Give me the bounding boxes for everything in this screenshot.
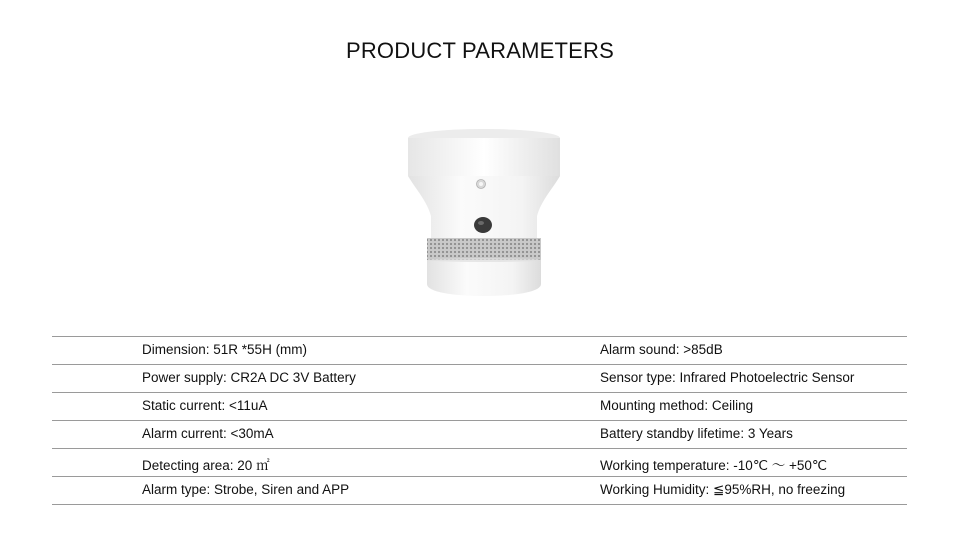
spec-static-current: Static current: <11uA — [142, 398, 268, 413]
spec-working-temperature: Working temperature: -10℃ ～ +50℃ — [600, 458, 828, 473]
spec-mounting-method: Mounting method: Ceiling — [600, 398, 754, 413]
specs-table — [52, 336, 907, 505]
spec-working-humidity: Working Humidity: ≦95%RH, no freezing — [600, 482, 846, 497]
spec-battery-lifetime: Battery standby lifetime: 3 Years — [600, 426, 793, 441]
spec-row — [52, 476, 907, 505]
spec-row — [52, 420, 907, 448]
spec-alarm-sound: Alarm sound: >85dB — [600, 342, 723, 357]
page-title: PRODUCT PARAMETERS — [345, 38, 615, 63]
spec-row — [52, 336, 907, 364]
spec-dimension: Dimension: 51R *55H (mm) — [142, 342, 308, 357]
spec-sensor-type: Sensor type: Infrared Photoelectric Sensor — [600, 370, 855, 385]
spec-row — [52, 392, 907, 420]
smoke-detector-image — [405, 126, 563, 304]
spec-alarm-current: Alarm current: <30mA — [142, 426, 274, 441]
spec-detecting-area: Detecting area: 20 ㎡ — [142, 458, 270, 473]
spec-row — [52, 364, 907, 392]
spec-power-supply: Power supply: CR2A DC 3V Battery — [142, 370, 356, 385]
spec-alarm-type: Alarm type: Strobe, Siren and APP — [142, 482, 350, 497]
spec-row — [52, 448, 907, 476]
